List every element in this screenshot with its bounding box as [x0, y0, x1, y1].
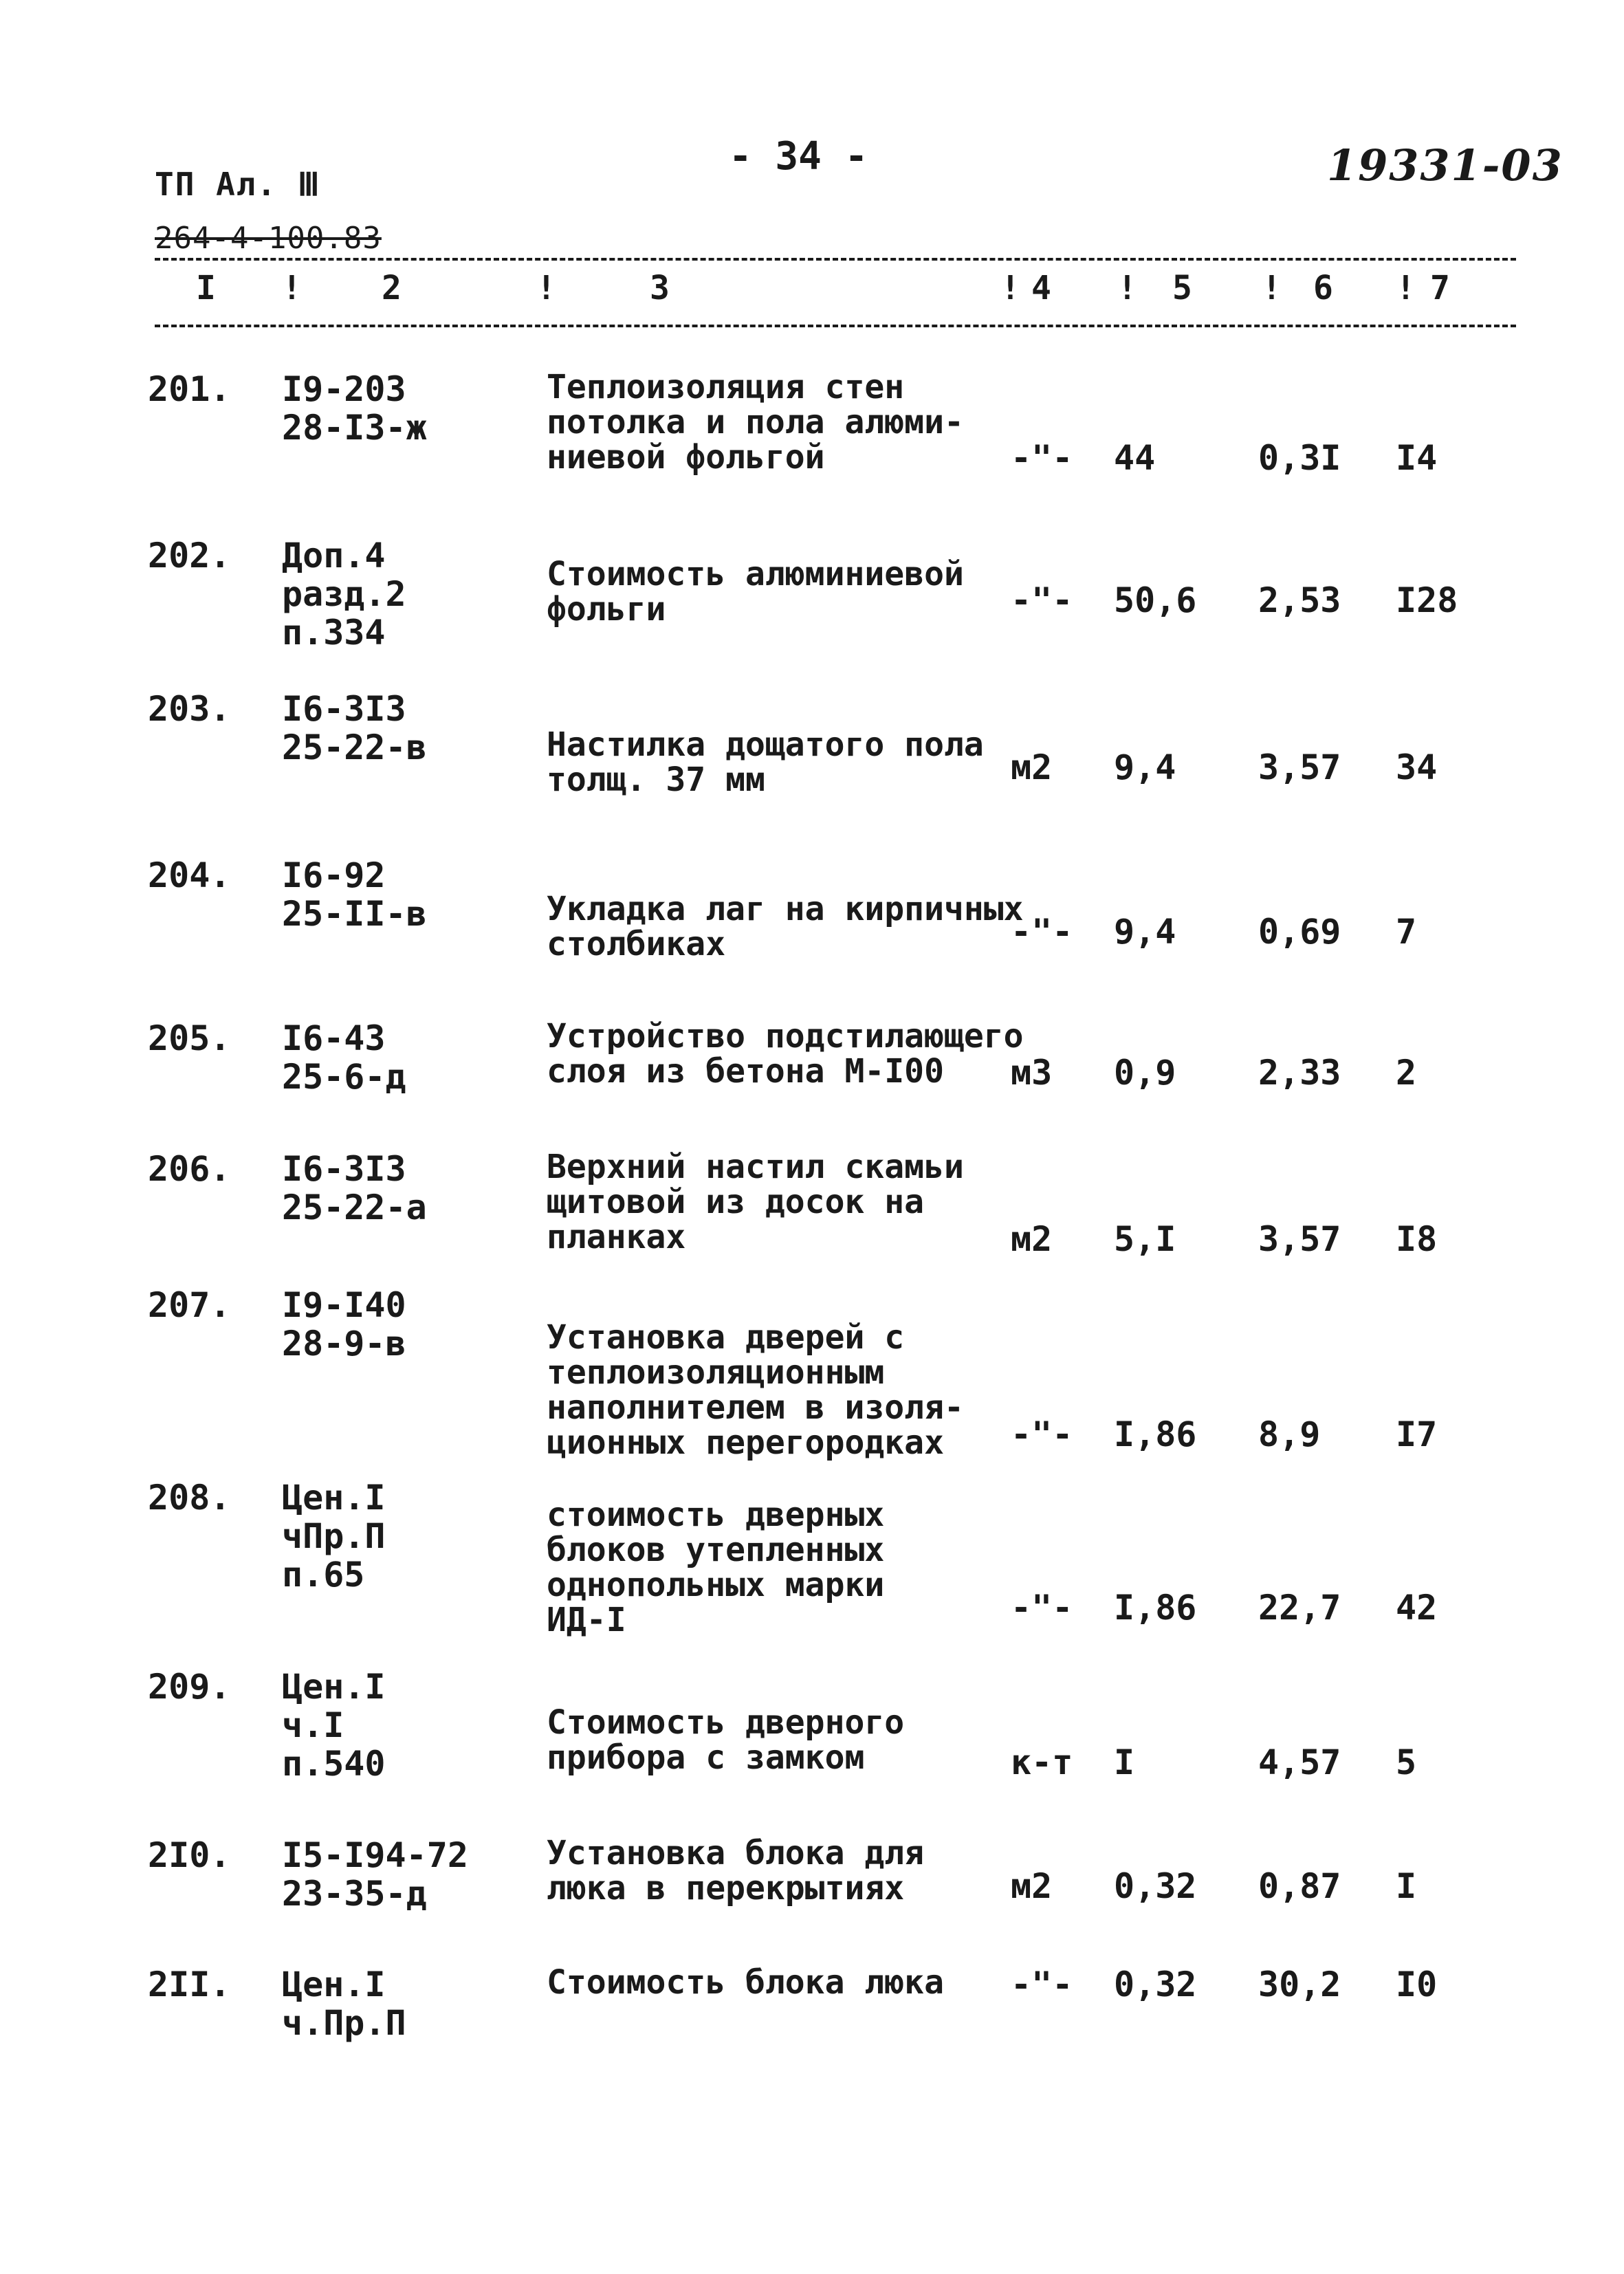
unit-price: 22,7	[1258, 1588, 1341, 1628]
quantity: 50,6	[1114, 580, 1197, 620]
unit: -"-	[1011, 580, 1073, 620]
quantity: I,86	[1114, 1414, 1197, 1454]
row-number: 209.	[148, 1667, 231, 1707]
unit: м2	[1011, 747, 1053, 787]
norm-code: I5-I94-72 23-35-д	[282, 1835, 468, 1914]
row-number: 2II.	[148, 1965, 231, 2004]
unit-price: 2,53	[1258, 580, 1341, 620]
work-description: Стоимость дверного прибора с замком	[547, 1703, 905, 1777]
table-top-rule	[155, 258, 1516, 261]
work-description: Стоимость блока люка	[547, 1963, 944, 2002]
column-header-2: 2	[382, 269, 402, 307]
unit: м3	[1011, 1053, 1053, 1093]
norm-code: I6-43 25-6-д	[282, 1018, 406, 1097]
unit-price: 3,57	[1258, 1219, 1341, 1259]
unit-price: 0,3I	[1258, 438, 1341, 478]
quantity: 0,32	[1114, 1866, 1197, 1906]
document-number: 19331-03	[1327, 140, 1563, 190]
row-number: 201.	[148, 369, 231, 409]
total-cost: I	[1396, 1866, 1417, 1906]
unit-price: 3,57	[1258, 747, 1341, 787]
unit-price: 4,57	[1258, 1742, 1341, 1782]
total-cost: I28	[1396, 580, 1458, 620]
unit: -"-	[1011, 438, 1073, 478]
work-description: Настилка дощатого пола толщ. 37 мм	[547, 725, 984, 799]
unit: -"-	[1011, 1588, 1073, 1628]
norm-code: Цен.I чПр.П п.65	[282, 1478, 386, 1595]
total-cost: 7	[1396, 912, 1417, 952]
total-cost: I7	[1396, 1414, 1438, 1454]
unit: м2	[1011, 1219, 1053, 1259]
row-number: 207.	[148, 1285, 231, 1325]
quantity: 44	[1114, 438, 1156, 478]
total-cost: 5	[1396, 1742, 1417, 1782]
work-description: Теплоизоляция стен потолка и пола алюми- ниевой фольгой	[547, 368, 964, 477]
unit-price: 0,87	[1258, 1866, 1341, 1906]
unit-price: 8,9	[1258, 1414, 1321, 1454]
quantity: 9,4	[1114, 912, 1176, 952]
row-number: 203.	[148, 689, 231, 729]
unit: -"-	[1011, 912, 1073, 952]
row-number: 206.	[148, 1149, 231, 1189]
project-subcode: 264-4-100.83	[155, 221, 382, 256]
total-cost: 34	[1396, 747, 1438, 787]
column-separator: !	[536, 269, 556, 307]
norm-code: I9-I40 28-9-в	[282, 1285, 406, 1364]
row-number: 202.	[148, 536, 231, 576]
norm-code: I6-3I3 25-22-а	[282, 1149, 427, 1227]
quantity: 0,32	[1114, 1965, 1197, 2004]
row-number: 205.	[148, 1018, 231, 1058]
column-header-4: 4	[1031, 269, 1051, 307]
quantity: 5,I	[1114, 1219, 1176, 1259]
column-separator: !	[1117, 269, 1137, 307]
unit: м2	[1011, 1866, 1053, 1906]
total-cost: I0	[1396, 1965, 1438, 2004]
norm-code: Цен.I ч.I п.540	[282, 1667, 386, 1784]
column-header-1: I	[196, 269, 216, 307]
unit: к-т	[1011, 1742, 1073, 1782]
column-header-5: 5	[1172, 269, 1192, 307]
work-description: Установка дверей с теплоизоляционным наполнителем в изоля- ционных перегородках	[547, 1318, 964, 1462]
column-header-3: 3	[650, 269, 670, 307]
work-description: Устройство подстилающего слоя из бетона М-I00	[547, 1017, 1024, 1091]
row-number: 204.	[148, 855, 231, 895]
total-cost: 2	[1396, 1053, 1417, 1093]
quantity: I	[1114, 1742, 1135, 1782]
row-number: 2I0.	[148, 1835, 231, 1875]
row-number: 208.	[148, 1478, 231, 1518]
work-description: Укладка лаг на кирпичных столбиках	[547, 890, 1024, 963]
unit-price: 30,2	[1258, 1965, 1341, 2004]
total-cost: I4	[1396, 438, 1438, 478]
project-code: ТП Ал. Ⅲ	[155, 166, 321, 203]
norm-code: I9-203 28-I3-ж	[282, 369, 427, 448]
column-header-6: 6	[1313, 269, 1333, 307]
norm-code: I6-92 25-II-в	[282, 855, 427, 934]
unit-price: 2,33	[1258, 1053, 1341, 1093]
total-cost: I8	[1396, 1219, 1438, 1259]
quantity: 0,9	[1114, 1053, 1176, 1093]
norm-code: I6-3I3 25-22-в	[282, 689, 427, 767]
norm-code: Доп.4 разд.2 п.334	[282, 536, 406, 653]
work-description: стоимость дверных блоков утепленных однопольных марки ИД-I	[547, 1496, 885, 1639]
work-description: Верхний настил скамьи щитовой из досок на планках	[547, 1148, 964, 1256]
page-number: - 34 -	[729, 134, 868, 179]
table-header-rule	[155, 325, 1516, 327]
norm-code: Цен.I ч.Пр.П	[282, 1965, 406, 2043]
unit-price: 0,69	[1258, 912, 1341, 952]
work-description: Стоимость алюминиевой фольги	[547, 555, 964, 628]
column-header-7: 7	[1430, 269, 1450, 307]
unit: -"-	[1011, 1965, 1073, 2004]
unit: -"-	[1011, 1414, 1073, 1454]
work-description: Установка блока для люка в перекрытиях	[547, 1834, 925, 1907]
quantity: 9,4	[1114, 747, 1176, 787]
column-separator: !	[1000, 269, 1020, 307]
quantity: I,86	[1114, 1588, 1197, 1628]
total-cost: 42	[1396, 1588, 1438, 1628]
column-separator: !	[1396, 269, 1416, 307]
column-separator: !	[282, 269, 302, 307]
column-separator: !	[1262, 269, 1282, 307]
